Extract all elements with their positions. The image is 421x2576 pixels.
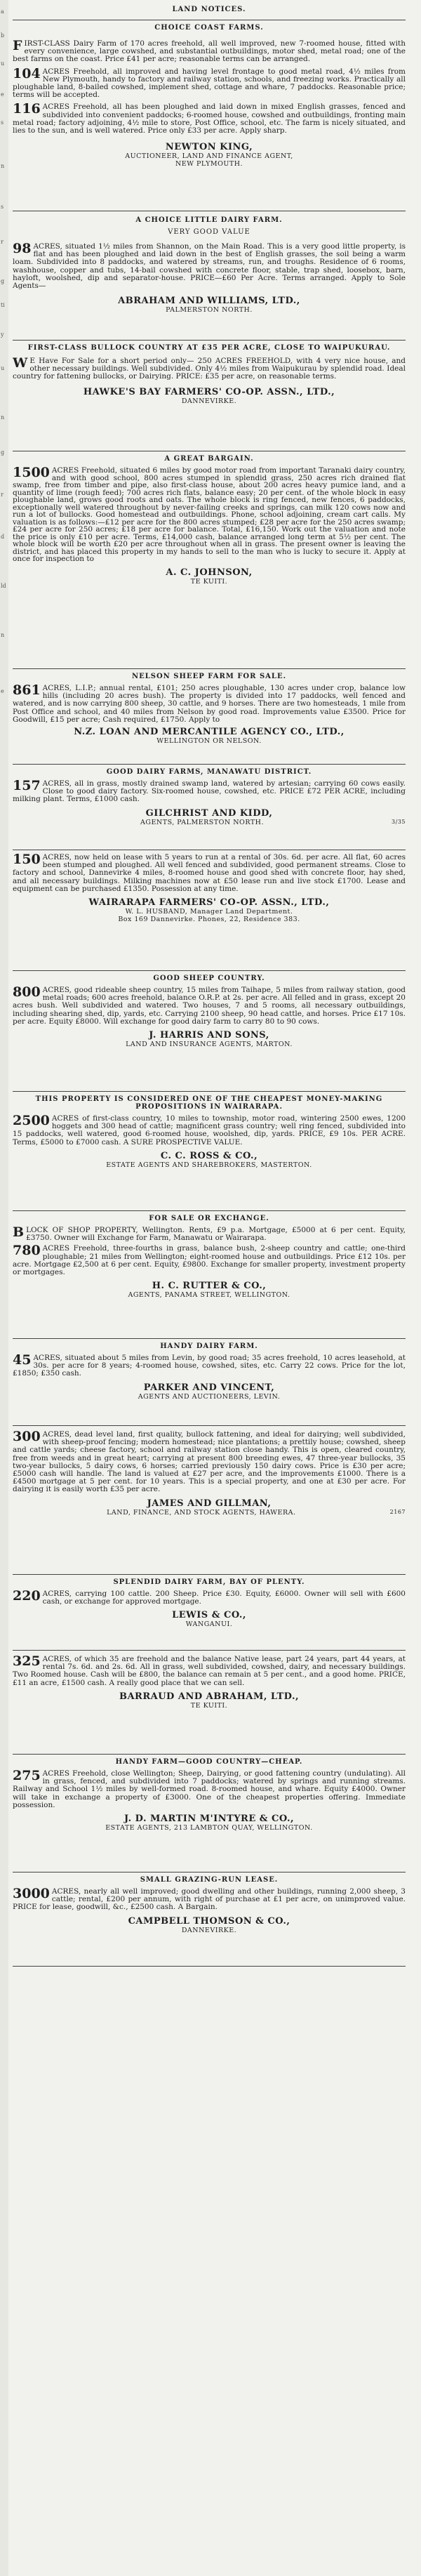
section-header: LAND NOTICES.	[172, 6, 246, 13]
ad-text: ACRES, situated about 5 miles from Levin, by good road; 35 acres freehold, 10 acres leasehold, at 30s. per acre for 8 years; 4-roomed house, cowshed, sites, etc. Carry 22 cows. Price for the lot, £1850; £350 cash.	[13, 1354, 406, 1378]
agent-line: AGENTS, PANAMA STREET, WELLINGTON.	[128, 1291, 290, 1300]
edge-letter: r	[1, 239, 4, 245]
agent-line	[13, 819, 406, 826]
divider	[13, 1338, 406, 1339]
agent-line: NEW PLYMOUTH.	[175, 160, 243, 169]
edge-letter: n	[1, 414, 5, 421]
agent-line: W. L. HUSBAND, Manager Land Department.	[125, 908, 293, 916]
divider	[13, 970, 406, 971]
edge-letter: b	[1, 32, 5, 39]
agent-line: LAND AND INSURANCE AGENTS, MARTON.	[126, 1041, 293, 1049]
advertisement	[13, 1095, 406, 1169]
ad-paragraph	[13, 986, 406, 1026]
advertisement	[13, 1656, 406, 1710]
ad-lead: 116	[13, 101, 41, 117]
edge-letter: r	[1, 491, 4, 498]
advertisement	[13, 768, 406, 826]
ad-paragraph	[13, 1224, 406, 1243]
ad-lead: 150	[13, 854, 41, 867]
ad-paragraph	[13, 1656, 406, 1687]
agent-line: AUCTIONEER, LAND AND FINANCE AGENT,	[125, 152, 293, 161]
edge-letter: y	[1, 331, 4, 338]
ad-title: FOR SALE OR EXCHANGE.	[149, 1215, 269, 1222]
ad-paragraph	[13, 40, 406, 64]
advertisement	[13, 854, 406, 923]
ad-lead: 3000	[13, 1886, 50, 1901]
ad-reference: 3/35	[392, 818, 406, 825]
agent-name: PARKER AND VINCENT,	[143, 1382, 275, 1393]
ad-lead: 300	[13, 1431, 41, 1444]
agent-name: H. C. RUTTER & CO.,	[152, 1281, 267, 1292]
agent-name: CAMPBELL THOMSON & CO.,	[128, 1915, 290, 1927]
ad-title: HANDY DAIRY FARM.	[160, 1342, 258, 1350]
agent-line: WANGANUI.	[185, 1620, 233, 1629]
ad-text: ACRES Freehold, all improved and having level frontage to good metal road, 4½ miles from New Plymouth, handy to factory and railway station, schools, and freezing works. Practically all ploughable land, 8-bailed cowshed, implement shed, cottage and whare, 7 paddocks. Reasonable price; terms will be accepted.	[13, 67, 406, 100]
ad-text: ACRES Freehold, situated 6 miles by good motor road from important Taranaki dairy country, and with good school, 800 acres stumped in splendid grass, 250 acres rich drained flat swamp, free from timber and pipe, also first-class house, about 200 acres heavy pumice land, and a quantity of lime (rough feed); 700 acres rich flats, balance easy; 20 per cent. of the whole block in easy ploughable land, grows good roots and oats. The whole block is ring fenced, new fences, 6 paddocks, exceptionally well watered throughout by never-failing creeks and springs, can milk 120 cows now and run a lot of bullocks. Good homestead and outbuildings. Phone, school adjoining, cream cart calls. My valuation is as follows:—£12 per acre for the 800 acres stumped; £28 per acre for the 250 acres swamp; £24 per acre for 250 acres; £18 per acre for balance. Total, £16,150. Work out the valuation and note the price is only £10 per acre. Terms, £14,000 cash, balance arranged long term at 5½ per cent. The whole block will be worth £20 per acre throughout when all in grass. The present owner is leaving the district, and has placed this property in my hands to sell to the man who is lucky to secure it. Apply at once for inspection to	[13, 466, 406, 563]
agent-name: C. C. ROSS & CO.,	[160, 1150, 258, 1161]
edge-letter: s	[1, 119, 4, 126]
agent-line-text: AGENTS, PALMERSTON NORTH.	[140, 818, 264, 826]
ad-paragraph	[13, 682, 406, 724]
land-notices-column	[13, 0, 406, 2576]
agent-name: J. HARRIS AND SONS,	[149, 1030, 269, 1041]
ad-text: ACRES, situated 1½ miles from Shannon, on the Main Road. This is a very good little property, is flat and has been ploughed and laid down in the best of English grasses, the soil being a warm loam. Subdivided into 8 paddocks, and watered by streams, run, and troughs. Residence of 6 rooms, washhouse, copper and tubs, 14-bail cowshed with concrete floor, stable, trap shed, loosebox, barn, hayloft, woolshed, dip and separator-house. PRICE—£60 Per Acre. Terms arranged. Apply to Sole Agents—	[13, 242, 406, 291]
edge-letter: a	[1, 8, 4, 15]
agent-line-text: LAND, FINANCE, AND STOCK AGENTS, HAWERA.	[107, 1508, 296, 1517]
ad-lead: B	[13, 1224, 25, 1240]
ad-text: ACRES, good rideable sheep country, 15 miles from Taihape, 5 miles from railway station, good metal roads; 600 acres freehold, balance O.R.P. at 2s. per acre. All felled and in grass, except 20 acres bush. Well subdivided and watered. Two houses, 7 and 5 rooms, all necessary outbuildings, including shearing shed, dip, yards, etc. Carrying 2100 sheep, 90 head cattle, and horses. Price £17 10s. per acre. Equity £8000. Will exchange for good dairy farm to carry 80 to 90 cows.	[13, 986, 406, 1026]
agent-name: WAIRARAPA FARMERS' CO-OP. ASSN., LTD.,	[88, 897, 330, 909]
ad-lead: 2500	[13, 1113, 50, 1128]
ad-lead: 104	[13, 65, 41, 81]
ad-lead: 98	[13, 241, 32, 256]
ad-text: ACRES, L.I.P.; annual rental, £101; 250 acres ploughable, 130 acres under crop, balance low hills (including 20 acres bush). The property is divided into 17 paddocks, well fenced and watered, and is now carrying 800 sheep, 30 cattle, and 9 horses. There are two homesteads, 1 mile from Post Office and school, and 40 miles from Nelson by good road. Improvements value £3500. Price for Goodwill, £15 per acre; Cash required, £1750. Apply to	[13, 684, 406, 724]
agent-name: LEWIS & CO.,	[172, 1610, 246, 1621]
ad-reference: 2167	[389, 1508, 406, 1515]
agent-name: N.Z. LOAN AND MERCANTILE AGENCY CO., LTD.,	[74, 727, 345, 738]
agent-line: AGENTS AND AUCTIONEERS, LEVIN.	[138, 1392, 281, 1401]
agent-line: ESTATE AGENTS, 213 LAMBTON QUAY, WELLINGTON.	[105, 1824, 313, 1832]
edge-letter: ti	[1, 302, 5, 308]
agent-line: TE KUITI.	[190, 577, 228, 586]
ad-text: ACRES, nearly all well improved; good dwelling and other buildings, running 2,000 sheep, 3 cattle; rental, £200 per annum, with right of purchase at £1 per acre, on unimproved value. PRICE for lease, goodwill, &c., £2500 cash. A Bargain.	[13, 1887, 406, 1912]
divider	[13, 764, 406, 765]
edge-letter: e	[1, 91, 4, 98]
ad-paragraph	[13, 780, 406, 804]
edge-letter: n	[1, 632, 5, 638]
ad-title: CHOICE COAST FARMS.	[154, 24, 264, 32]
advertisement	[13, 1431, 406, 1517]
ad-paragraph	[13, 854, 406, 893]
ad-lead: 780	[13, 1243, 41, 1259]
agent-name: GILCHRIST AND KIDD,	[145, 807, 273, 819]
agent-line: TE KUITI.	[190, 1701, 228, 1710]
ad-paragraph	[13, 1770, 406, 1809]
advertisement	[13, 673, 406, 745]
ad-lead: 45	[13, 1352, 32, 1368]
agent-line: ESTATE AGENTS AND SHAREBROKERS, MASTERTON.	[106, 1161, 312, 1169]
ad-title: SPLENDID DAIRY FARM, BAY OF PLENTY.	[113, 1578, 305, 1586]
edge-letter: d	[1, 534, 5, 540]
divider	[13, 1754, 406, 1755]
edge-letter: g	[1, 449, 5, 456]
agent-name: J. D. MARTIN M'INTYRE & CO.,	[123, 1814, 295, 1825]
ad-text: IRST-CLASS Dairy Farm of 170 acres freehold, all well improved, new 7-roomed house, fitted with every convenience, large cowshed, and substantial outbuildings, motor shed, metal road; one of the best farms on the coast. Price £41 per acre; reasonable terms can be arranged.	[13, 39, 406, 64]
agent-name: A. C. JOHNSON,	[166, 567, 253, 578]
advertisement	[13, 975, 406, 1048]
divider	[13, 1966, 406, 1967]
ad-text: ACRES Freehold, all has been ploughed and laid down in mixed English grasses, fenced and subdivided into convenient paddocks; 6-roomed house, cowshed and outbuildings, fronting main metal road; factory adjoining, 4½ mile to store, Post Office, school, etc. The farm is nicely situated, and lies to the sun, and is well watered. Price only £33 per acre. Apply sharp.	[13, 103, 406, 136]
adjacent-column-edge	[0, 0, 8, 2576]
agent-line: Box 169 Dannevirke. Phones, 22, Residence 383.	[118, 916, 300, 924]
advertisement	[13, 1758, 406, 1832]
agent-name: ABRAHAM AND WILLIAMS, LTD.,	[118, 296, 300, 307]
agent-line	[13, 1509, 406, 1517]
agent-name: BARRAUD AND ABRAHAM, LTD.,	[119, 1691, 300, 1702]
agent-name: HAWKE'S BAY FARMERS' CO-OP. ASSN., LTD.,	[83, 386, 335, 397]
ad-lead: W	[13, 355, 28, 371]
advertisement	[13, 455, 406, 586]
divider	[13, 340, 406, 341]
advertisement	[13, 24, 406, 168]
ad-title: FIRST-CLASS BULLOCK COUNTRY AT £35 PER ACRE, CLOSE TO WAIPUKURAU.	[27, 344, 391, 352]
divider	[13, 1425, 406, 1426]
agent-line: PALMERSTON NORTH.	[166, 306, 253, 315]
edge-letter: n	[1, 163, 5, 169]
divider	[13, 1210, 406, 1211]
agent-line: DANNEVIRKE.	[181, 397, 237, 405]
ad-text: ACRES Freehold, close Wellington; Sheep, Dairying, or good fattening country (undulating). All in grass, fenced, and subdivided into 7 paddocks; watered by springs and running streams. Railway and School 1½ miles by well-formed road. 8-roomed house, and whare. Equity £4000. Owner will take in exchange a property of £3000. One of the cheapest properties offering. Immediate possession.	[13, 1769, 406, 1809]
edge-letter: u	[1, 365, 5, 371]
ad-paragraph	[13, 1115, 406, 1147]
ad-lead: 1500	[13, 465, 50, 480]
ad-paragraph	[13, 357, 406, 381]
ad-lead: 861	[13, 682, 41, 698]
advertisement	[13, 216, 406, 314]
edge-letter: g	[1, 278, 5, 284]
ad-paragraph	[13, 467, 406, 563]
ad-title: HANDY FARM—GOOD COUNTRY—CHEAP.	[115, 1758, 303, 1766]
ad-title: GOOD DAIRY FARMS, MANAWATU DISTRICT.	[106, 768, 312, 776]
advertisement	[13, 1215, 406, 1299]
ad-lead: 220	[13, 1588, 41, 1604]
ad-paragraph	[13, 103, 406, 135]
divider	[13, 1650, 406, 1651]
advertisement	[13, 344, 406, 405]
edge-letter: ld	[1, 583, 6, 589]
ad-text: ACRES, carrying 100 cattle. 200 Sheep. Price £30. Equity, £6000. Owner will sell with £600 cash, or exchange for approved mortgage.	[42, 1590, 406, 1606]
ad-paragraph	[13, 243, 406, 290]
ad-lead: 275	[13, 1768, 41, 1783]
ad-title: A CHOICE LITTLE DAIRY FARM.	[135, 216, 283, 224]
divider	[13, 1574, 406, 1575]
ad-paragraph	[13, 1590, 406, 1606]
ad-title: SMALL GRAZING-RUN LEASE.	[140, 1876, 279, 1884]
advertisement	[13, 1578, 406, 1628]
ad-paragraph	[13, 65, 406, 100]
advertisement	[13, 1876, 406, 1934]
divider	[13, 668, 406, 669]
edge-letter: u	[1, 60, 5, 67]
ad-paragraph	[13, 1888, 406, 1912]
ad-text: ACRES, of which 35 are freehold and the balance Native lease, part 24 years, part 44 years, at rental 7s. 6d. and 2s. 6d. All in grass, well subdivided, cowshed, dairy, and necessary buildings. Two Roomed house. Cash will be £800, the balance can remain at 5 per cent., and a good home. PRICE, £11 an acre, £1500 cash. A really good place that we can sell.	[13, 1656, 406, 1687]
agent-name: JAMES AND GILLMAN,	[147, 1498, 272, 1509]
agent-line: WELLINGTON OR NELSON.	[156, 737, 262, 746]
ad-title: THIS PROPERTY IS CONSIDERED ONE OF THE CHEAPEST MONEY-MAKING PROPOSITIONS IN WAIRARAPA.	[35, 1095, 383, 1111]
ad-text: ACRES, dead level land, first quality, bullock fattening, and ideal for dairying; well subdivided, with sheep-proof fencing; modern homestead; nice plantations; a prettily house; cowshed, sheep and cattle yards; cheese factory, school and railway station close handy. This is open, cleared country, free from weeds and in great heart; carrying at present 800 breeding ewes, 47 three-year bullocks, 35 two-year bullocks, 5 dairy cows, 6 horses; carried previously 150 dairy cows. Price is £30 per acre; £5000 cash will handle. The land is valued at £27 per acre, and the improvements £1000. There is a £4500 mortgage at 5 per cent. for 10 years. This is a special property, and one at £30 per acre. For dairying it is easily worth £35 per acre.	[13, 1431, 406, 1494]
ad-text: ACRES, all in grass, mostly drained swamp land, watered by artesian; carrying 60 cows easily. Close to good dairy factory. Six-roomed house, cowshed, etc. PRICE £72 PER ACRE, including milking plant. Terms, £1000 cash.	[13, 779, 406, 804]
ad-paragraph	[13, 1431, 406, 1494]
agent-line: DANNEVIRKE.	[181, 1926, 237, 1934]
ad-title: NELSON SHEEP FARM FOR SALE.	[131, 673, 287, 680]
ad-text: ACRES Freehold, three-fourths in grass, balance bush, 2-sheep country and cattle; one-third ploughable; 21 miles from Wellington; eight-roomed house and outbuildings. Price £12 10s. per acre. Mortgage £2,500 at 6 per cent. Equity, £9800. Exchange for smaller property, investment property or mortgages.	[13, 1244, 406, 1277]
ad-paragraph	[13, 1354, 406, 1378]
ad-lead: 800	[13, 984, 41, 1000]
ad-text: ACRES, now held on lease with 5 years to run at a rental of 30s. 6d. per acre. All flat, 60 acres been stumped and ploughed. All well fenced and subdivided, good permanent streams. Close to factory and school, Dannevirke 4 miles, 8-roomed house and good shed with concrete floor, hay shed, and all necessary buildings. Milking machines now at £50 lease run and live stock £1700. Lease and equipment can be purchased £1350. Possession at any time.	[13, 854, 406, 893]
divider	[13, 1091, 406, 1092]
edge-letter: s	[1, 204, 4, 210]
edge-letter: e	[1, 688, 4, 694]
ad-title: GOOD SHEEP COUNTRY.	[153, 975, 265, 982]
advertisement	[13, 1342, 406, 1401]
ad-paragraph	[13, 1245, 406, 1276]
ad-title: A GREAT BARGAIN.	[164, 455, 254, 463]
ad-text: ACRES of first-class country, 10 miles to township, motor road, wintering 2500 ewes, 1200 hoggets and 300 head of cattle; magnificent grass country; well ring fenced, subdivided into 15 paddocks, well watered, good 6-roomed house, woolshed, dip, yards. PRICE, £9 10s. PER ACRE. Terms, £5000 to £7000 cash. A SURE PROSPECTIVE VALUE.	[13, 1114, 406, 1147]
agent-name: NEWTON KING,	[165, 142, 253, 153]
ad-lead: F	[13, 38, 22, 53]
ad-lead: 157	[13, 778, 41, 793]
ad-text: LOCK OF SHOP PROPERTY, Wellington. Rents, £9 p.a. Mortgage, £5000 at 6 per cent. Equity, £3750. Owner will Exchange for Farm, Manawatu or Wairarapa.	[26, 1226, 406, 1243]
ad-text: E Have For Sale for a short period only— 250 ACRES FREEHOLD, with 4 very nice house, and other necessary buildings. Well subdivided. Only 4½ miles from Waipukurau by splendid road. Ideal country for fattening bullocks, or Dairying. PRICE: £35 per acre, on reasonable terms.	[13, 357, 406, 381]
ad-subtitle: VERY GOOD VALUE	[168, 228, 250, 236]
ad-lead: 325	[13, 1656, 41, 1669]
